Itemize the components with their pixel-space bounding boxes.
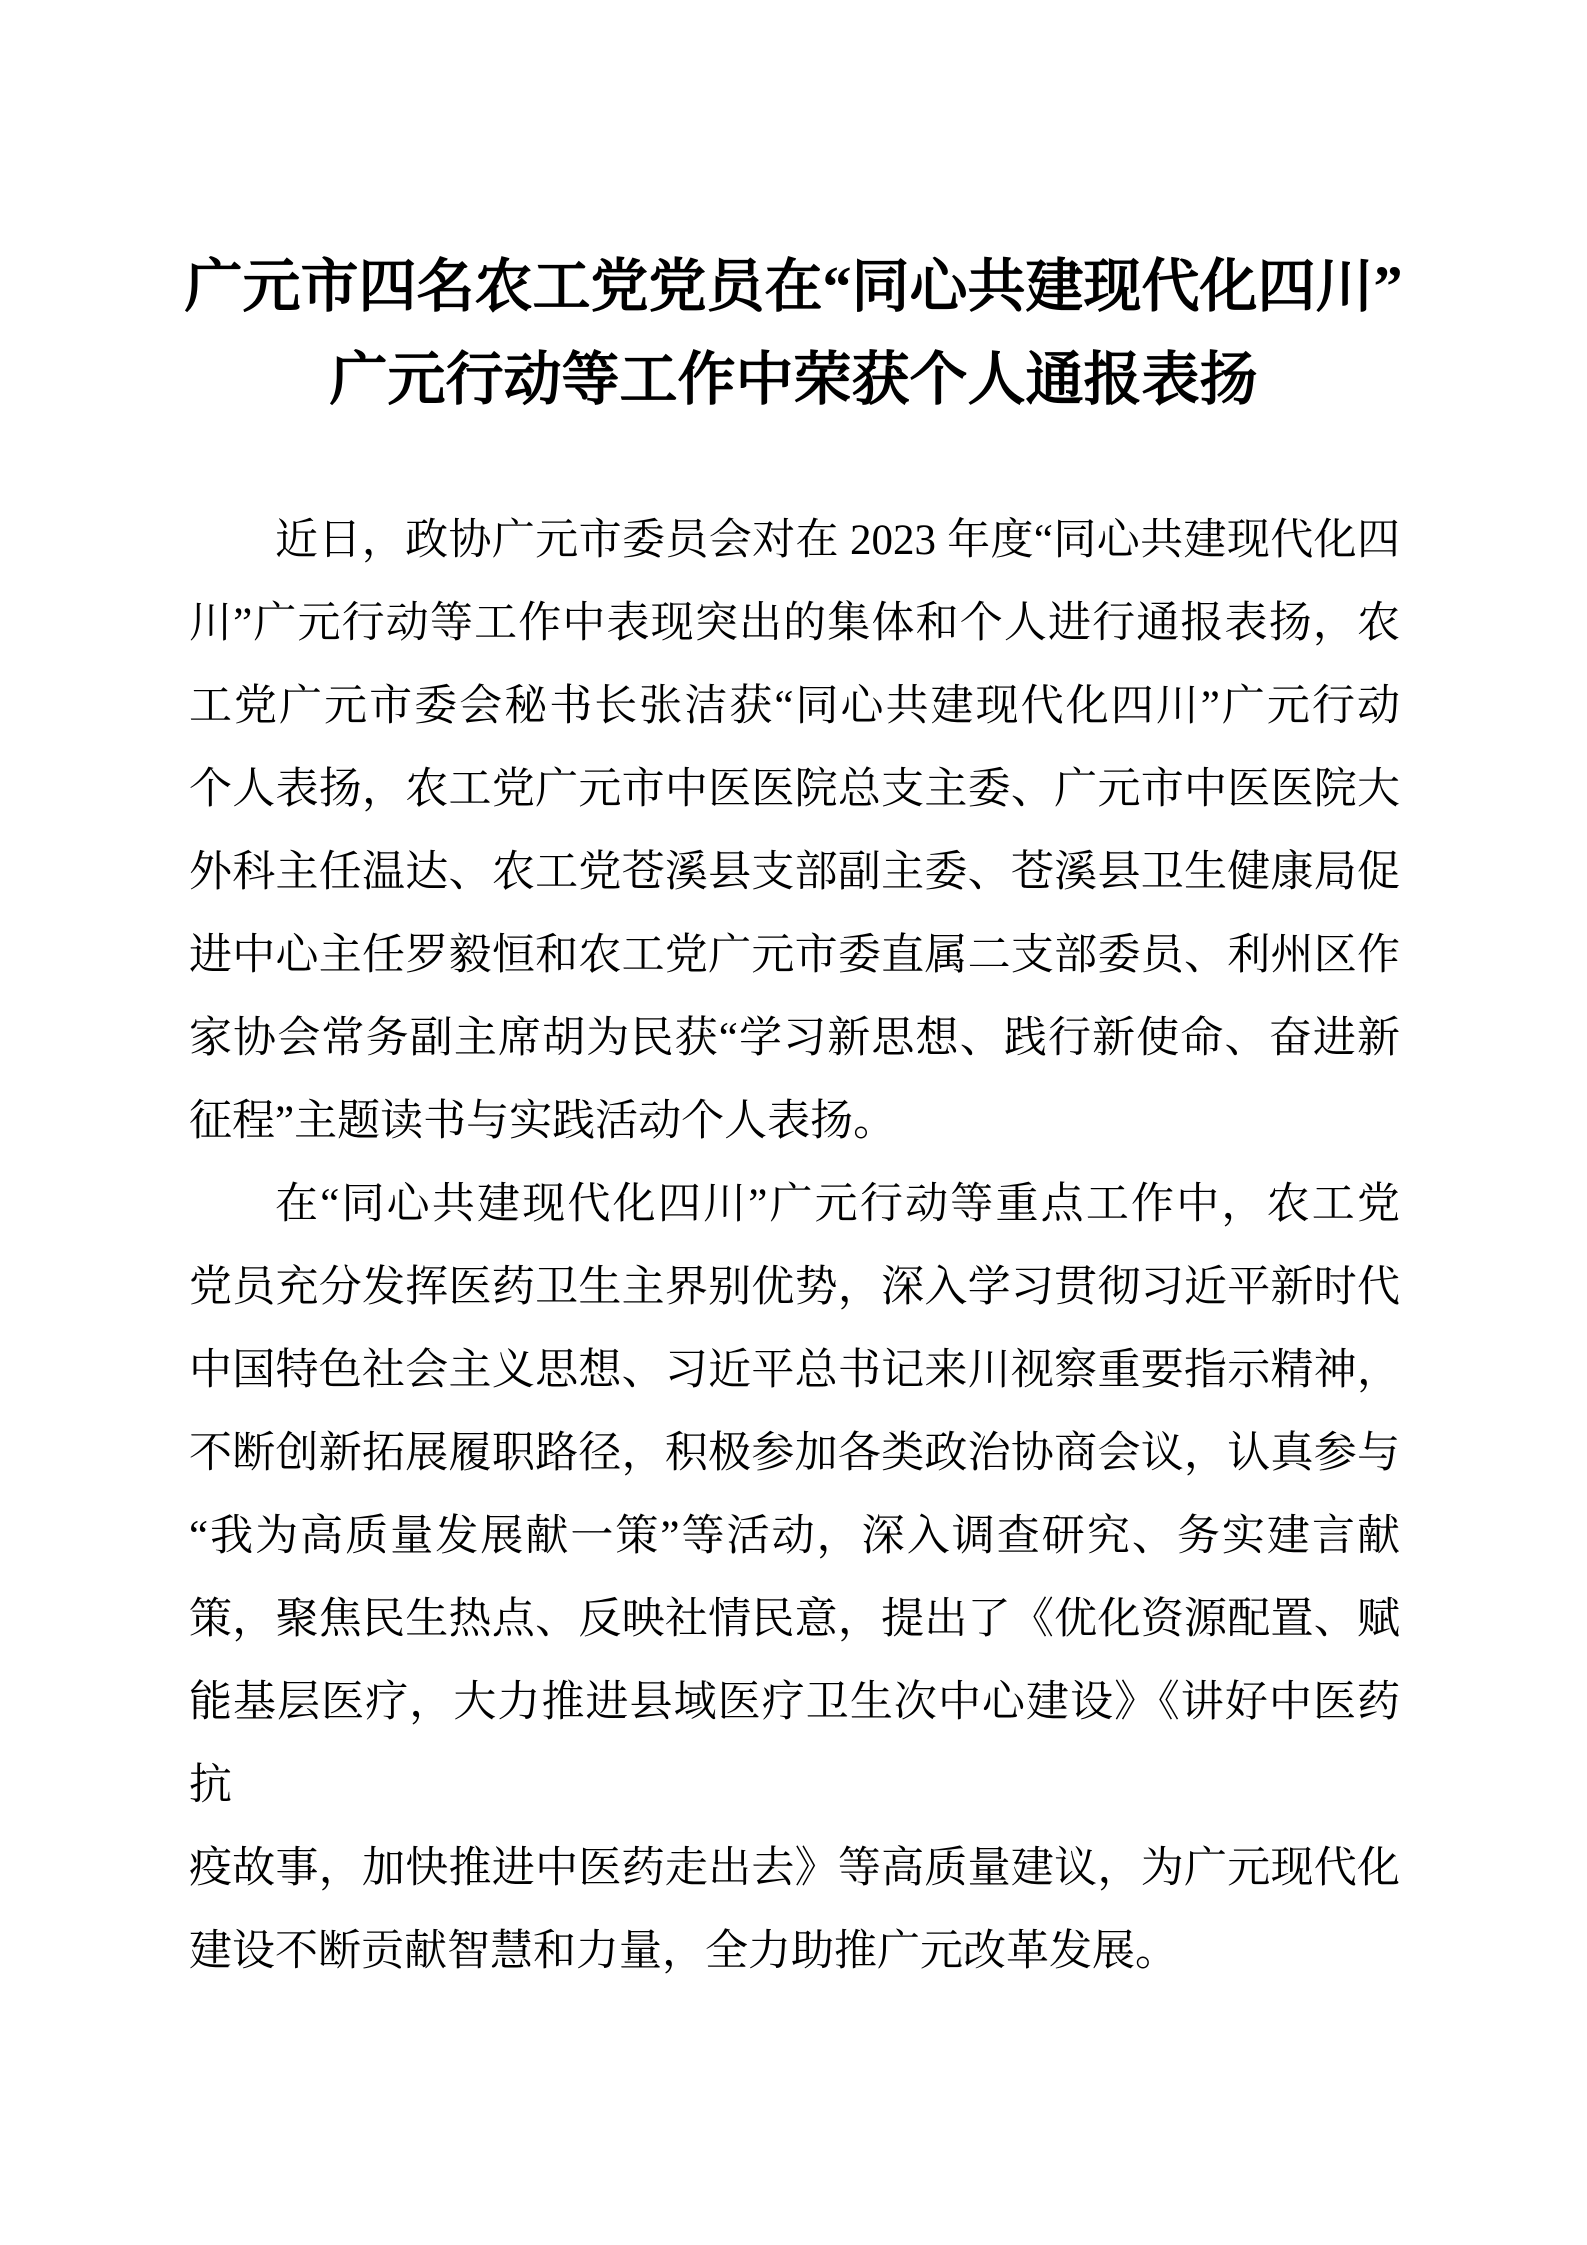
body-line: 党员充分发挥医药卫生主界别优势，深入学习贯彻习近平新时代 bbox=[189, 1264, 1400, 1311]
body-line: 在“同心共建现代化四川”广元行动等重点工作中，农工党 bbox=[275, 1181, 1400, 1228]
body-line: 家协会常务副主席胡为民获“学习新思想、践行新使命、奋进新 bbox=[189, 1015, 1400, 1062]
body-line: 工党广元市委会秘书长张洁获“同心共建现代化四川”广元行动 bbox=[189, 683, 1400, 730]
body-line: 建设不断贡献智慧和力量，全力助推广元改革发展。 bbox=[189, 1928, 1178, 1975]
paragraph bbox=[189, 1163, 1400, 1993]
body-line: 不断创新拓展履职路径，积极参加各类政治协商会议，认真参与 bbox=[189, 1430, 1400, 1477]
body-line: 进中心主任罗毅恒和农工党广元市委直属二支部委员、利州区作 bbox=[189, 932, 1400, 979]
body-line: 川”广元行动等工作中表现突出的集体和个人进行通报表扬，农 bbox=[189, 600, 1400, 647]
body-line: 近日，政协广元市委员会对在 2023 年度“同心共建现代化四 bbox=[275, 517, 1400, 564]
body-line: 策，聚焦民生热点、反映社情民意，提出了《优化资源配置、赋 bbox=[189, 1596, 1400, 1643]
body-line: 能基层医疗，大力推进县域医疗卫生次中心建设》《讲好中医药抗 bbox=[189, 1679, 1400, 1809]
body-line: 中国特色社会主义思想、习近平总书记来川视察重要指示精神， bbox=[189, 1347, 1400, 1394]
title-line: 广元行动等工作中荣获个人通报表扬 bbox=[329, 347, 1258, 412]
title-line: 广元市四名农工党党员在“同心共建现代化四川” bbox=[184, 254, 1403, 319]
body-line: “我为高质量发展献一策”等活动，深入调查研究、务实建言献 bbox=[189, 1513, 1400, 1560]
body-line: 征程”主题读书与实践活动个人表扬。 bbox=[189, 1098, 897, 1145]
document-body bbox=[189, 499, 1400, 1993]
body-line: 个人表扬，农工党广元市中医医院总支主委、广元市中医医院大 bbox=[189, 766, 1400, 813]
body-line: 疫故事，加快推进中医药走出去》等高质量建议，为广元现代化 bbox=[189, 1845, 1400, 1892]
paragraph bbox=[189, 499, 1400, 1163]
document-title bbox=[0, 240, 1587, 426]
body-line: 外科主任温达、农工党苍溪县支部副主委、苍溪县卫生健康局促 bbox=[189, 849, 1400, 896]
